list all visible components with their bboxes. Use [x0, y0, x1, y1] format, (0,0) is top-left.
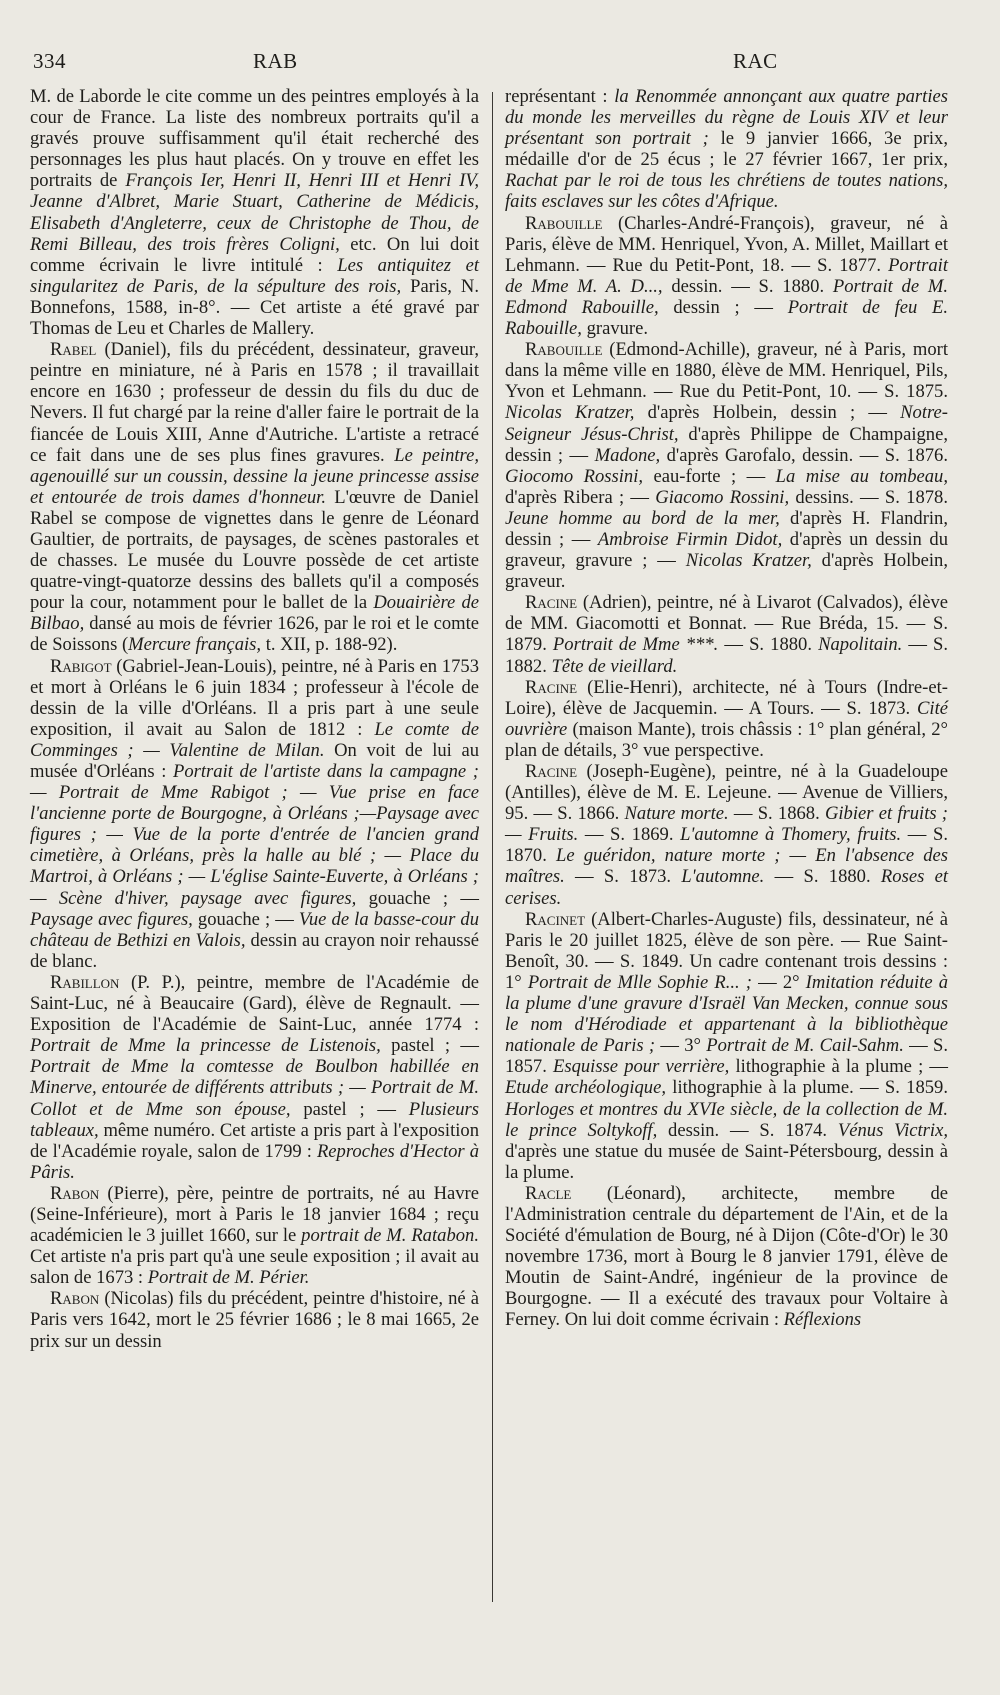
entry-text: (Léonard), architecte, membre de l'Administration centrale du département de l'Ain, et de la Société d'émulation de Bourg, né à Dijon (Côte-d'Or) le 30 novembre 1736, mort à Bourg le 8 janvier 1791, élève de Moutin de Saint-André, ingénieur de la province de Bourgogne. — Il a exécuté des travaux pour Voltaire à Ferney. On lui doit comme écrivain : [505, 1182, 948, 1331]
italic-title: Portrait de Mme ***. [552, 634, 719, 656]
entry-text: dessins. — S. 1878. [789, 486, 948, 508]
italic-title: Paysage avec figures, [30, 908, 193, 930]
entry-text: lithographie à la plume. — S. 1859. [666, 1077, 948, 1099]
entry-text: — S. 1880. [764, 866, 881, 888]
italic-title: Vue de la basse-cour du château de Bethizi en Valois, [30, 908, 479, 951]
page-number: 334 [33, 49, 66, 73]
dictionary-entry [505, 339, 948, 592]
entry-headword: Rabon [50, 1288, 100, 1310]
left-running-head: RAB [253, 49, 298, 73]
entry-text: — S. 1880. [718, 634, 819, 656]
entry-text: même numéro. Cet artiste a pris part à l'exposition de l'Académie royale, salon de 1799 : [30, 1119, 479, 1162]
italic-title: Portrait de M. Cail-Sahm. [706, 1035, 904, 1057]
entry-text: dessin au crayon noir rehaussé de blanc. [30, 929, 479, 972]
entry-text: — S. 1869. [578, 824, 681, 846]
italic-title: Portrait de feu E. Rabouille, [505, 296, 948, 340]
dictionary-entry [30, 1183, 479, 1288]
italic-title: Plusieurs tableaux, [30, 1098, 479, 1141]
entry-text: le 9 janvier 1666, 3e prix, médaille d'or de 25 écus ; le 27 février 1667, 1er prix, [505, 128, 948, 171]
entry-text: (Charles-André-François), graveur, né à Paris, élève de MM. Henriquel, Yvon, A. Millet, Maillart et Lehmann. — Rue du Petit-Pont, 18. — S. 1877. [505, 212, 948, 276]
italic-title: Portrait de Mme la princesse de Listenois, [30, 1035, 381, 1057]
italic-title: Giocomo Rossini, [505, 465, 644, 487]
entry-text: L'œuvre de Daniel Rabel se compose de vignettes dans le genre de Léonard Gaultier, de portraits, de paysages, de scènes pastorales et de chasses. Le musée du Louvre possède de cet artiste quatre-vingt-quatorze dessins des ballets qu'il a composés pour la cour, notamment pour le ballet de la [30, 486, 479, 614]
left-column [30, 86, 479, 1352]
italic-title: François Ier, Henri II, Henri III et Henri IV, Jeanne d'Albret, Marie Stuart, Catherine de Médicis, Elisabeth d'Angleterre, ceux de Christophe de Thou, de Remi Billeau, des trois frères Coligni, [30, 170, 480, 255]
italic-title: Cité ouvrière [505, 697, 948, 740]
dictionary-entry [505, 761, 948, 909]
entry-text: — S. 1873. [564, 866, 682, 888]
entry-text: d'après Ribera ; — [505, 486, 656, 508]
entry-headword: Rabouille [525, 212, 603, 234]
italic-title: Rachat par le roi de tous les chrétiens de toutes nations, faits esclaves sur les côtes d'Afrique. [505, 170, 948, 213]
entry-headword: Racine [525, 676, 578, 698]
italic-title: Notre-Seigneur Jésus-Christ, [505, 402, 948, 445]
entry-text: M. de Laborde le cite comme un des peintres employés à la cour de France. La liste des nombreux portraits qu'il a gravés prouve suffisamment qu'il était recherché des personnages les plus haut placés. On y trouve en effet les portraits de [30, 86, 479, 192]
italic-title: Nicolas Kratzer, [505, 402, 635, 424]
entry-text: etc. On lui doit comme écrivain le livre intitulé : [30, 233, 479, 276]
italic-title: Mercure français, [128, 634, 262, 656]
entry-text: d'après une statue du musée de Saint-Pétersbourg, dessin à la plume. [505, 1140, 948, 1183]
italic-title: Giacomo Rossini, [655, 486, 790, 508]
italic-title: Douairière de Bilbao, [30, 592, 479, 635]
entry-text: — 3° [655, 1035, 707, 1057]
entry-text: (Pierre), père, peintre de portraits, né au Havre (Seine-Inférieure), mort à Paris le 18 janvier 1684 ; reçu académicien le 3 juillet 1660, sur le [30, 1182, 479, 1247]
entry-text: (Edmond-Achille), graveur, né à Paris, mort dans la même ville en 1880, élève de MM. Henriquel, Pils, Yvon et Lehmann. — Rue du Petit-Pont, 10. — S. 1875. [505, 339, 948, 403]
entry-headword: Rabouille [525, 339, 603, 361]
entry-text: lithographie à la plume ; — [729, 1056, 948, 1078]
entry-headword: Rabon [50, 1182, 100, 1204]
entry-headword: Rabel [50, 339, 97, 361]
entry-text: pastel ; — [290, 1098, 409, 1120]
dictionary-entry [30, 972, 479, 1183]
entry-text: (Albert-Charles-Auguste) fils, dessinateur, né à Paris le 20 juillet 1825, élève de son père. — Rue Saint-Benoît, 30. — S. 1849. Un cadre contenant trois dessins : 1° [505, 908, 948, 993]
entry-text: pastel ; — [380, 1035, 480, 1057]
italic-title: L'automne à Thomery, fruits. [680, 824, 902, 846]
entry-text: (Gabriel-Jean-Louis), peintre, né à Paris en 1753 et mort à Orléans le 6 juin 1834 ; professeur à l'école de dessin de la ville d'Orléans. Il a pris part à une seule exposition, il avait au Salon de 1812 : [30, 655, 479, 740]
italic-title: Reproches d'Hector à Pâris. [30, 1140, 479, 1183]
entry-text: — S. 1870. [505, 824, 948, 867]
dictionary-entry [30, 339, 479, 655]
entry-headword: Racine [525, 592, 578, 614]
entry-text: gravure. [581, 318, 649, 340]
entry-text: d'après un dessin du graveur, gravure ; — [505, 528, 948, 572]
entry-text: (maison Mante), trois châssis : 1° plan général, 2° plan de détails, 3° vue perspective. [505, 718, 948, 761]
italic-title: Les antiquitez et singularitez de Paris, de la sépulture des rois, [30, 254, 479, 297]
entry-text: représentant : [505, 86, 615, 107]
italic-title: Portrait de l'artiste dans la campagne ; — Portrait de Mme Rabigot ; — Vue prise en face l'ancienne porte de Bourgogne, à Orléans ;—Paysage avec figures ; — Vue de la porte d'entrée de l'ancien grand cimetière, à Orléans, près la halle au blé ; — Place du Martroi, à Orléans ; — L'église Sainte-Euverte, à Orléans ; — Scène d'hiver, paysage avec figures, [30, 761, 479, 909]
entry-headword: Rabigot [50, 655, 112, 677]
italic-title: la Renommée annonçant aux quatre parties du monde les merveilles du règne de Louis XIV et leur présentant son portrait ; [505, 86, 948, 150]
italic-title: Le peintre, agenouillé sur un coussin, dessine la jeune princesse assise et entourée de trois dames d'honneur. [30, 444, 480, 508]
entry-text: (Daniel), fils du précédent, dessinateur, graveur, peintre en miniature, né à Paris en 1578 ; il travaillait encore en 1630 ; professeur de dessin du fils du duc de Nevers. Il fut chargé par la reine d'aller faire le portrait de la fiancée de Louis XIII, Anne d'Autriche. L'artiste a retracé ce fait dans une de ses plus fines gravures. [30, 339, 479, 466]
entry-headword: Racine [525, 761, 578, 782]
dictionary-entry [30, 656, 479, 972]
entry-text: t. XII, p. 188-92). [261, 634, 398, 656]
entry-text: eau-forte ; — [643, 465, 776, 487]
italic-title: Tête de vieillard. [551, 655, 678, 677]
entry-text: Cet artiste n'a pris part qu'à une seule exposition ; il avait au salon de 1673 : [30, 1246, 479, 1289]
italic-title: Vénus Victrix, [837, 1119, 948, 1141]
italic-title: Roses et cerises. [505, 866, 949, 909]
entry-text: d'après Holbein, dessin ; — [634, 402, 901, 424]
entry-text: — 2° [752, 971, 806, 993]
italic-title: Etude archéologique, [505, 1077, 667, 1099]
entry-text: (P. P.), peintre, membre de l'Académie de Saint-Luc, né à Beaucaire (Gard), élève de Regnault. — Exposition de l'Académie de Saint-Luc, année 1774 : [30, 971, 479, 1036]
entry-text: (Joseph-Eugène), peintre, né à la Guadeloupe (Antilles), élève de M. E. Lejeune. — Avenue de Villiers, 95. — S. 1866. [505, 761, 948, 825]
dictionary-entry [505, 677, 948, 761]
italic-title: Nicolas Kratzer, [685, 550, 812, 572]
entry-text: Paris, N. Bonnefons, 1588, in-8°. — Cet artiste a été gravé par Thomas de Leu et Charles de Mallery. [30, 275, 479, 340]
italic-title: Gibier et fruits ; — Fruits. [505, 803, 948, 846]
italic-title: Nature morte. [624, 803, 729, 825]
entry-headword: Racinet [525, 908, 586, 930]
entry-text: gouache ; — [192, 908, 299, 930]
entry-text: (Adrien), peintre, né à Livarot (Calvados), élève de MM. Giacomotti et Bonnat. — Rue Bréda, 15. — S. 1879. [505, 592, 948, 656]
entry-continuation [505, 86, 948, 213]
italic-title: Napolitain. [818, 634, 903, 656]
italic-title: Réflexions [783, 1309, 862, 1331]
italic-title: Portrait de Mme M. A. D..., [505, 254, 948, 297]
dictionary-entry [30, 1288, 479, 1351]
right-running-head: RAC [733, 49, 778, 73]
dictionary-entry [505, 909, 948, 1183]
entry-headword: Rabillon [50, 971, 120, 993]
italic-title: Ambroise Firmin Didot, [597, 528, 783, 550]
entry-continuation [30, 86, 479, 339]
dictionary-entry [505, 592, 948, 676]
entry-text: (Elie-Henri), architecte, né à Tours (Indre-et-Loire), élève de Jacquemin. — A Tours. — S. 1873. [505, 676, 948, 719]
entry-text: dansé au mois de février 1626, par le roi et le comte de Soissons ( [30, 613, 479, 656]
italic-title: Portrait de M. Edmond Rabouille, [505, 275, 948, 318]
italic-title: portrait de M. Ratabon. [301, 1225, 479, 1247]
entry-text: dessin ; — [658, 296, 788, 318]
entry-text: d'après Holbein, graveur. [505, 550, 948, 593]
italic-title: Imitation réduite à la plume d'une gravure d'Israël Van Mecken, connue sous le nom d'Hérodiade et appartenant à la bibliothèque nationale de Paris ; [505, 971, 949, 1057]
italic-title: La mise au tombeau, [775, 465, 948, 487]
italic-title: Horloges et montres du XVIe siècle, de la collection de M. le prince Soltykoff, [505, 1098, 948, 1141]
entry-text: — S. 1868. [728, 803, 825, 825]
italic-title: Portrait de M. Périer. [147, 1267, 310, 1289]
italic-title: Madone, [594, 444, 661, 466]
entry-text: gouache ; — [356, 887, 479, 909]
italic-title: Portrait de Mlle Sophie R... ; [527, 971, 753, 993]
entry-headword: Racle [525, 1182, 572, 1204]
italic-title: Le comte de Comminges ; — Valentine de Milan. [30, 718, 479, 761]
column-divider [492, 92, 493, 1602]
entry-text: (Nicolas) fils du précédent, peintre d'histoire, né à Paris vers 1642, mort le 25 février 1686 ; le 8 mai 1665, 2e prix sur un dessin [30, 1288, 479, 1352]
entry-text: — S. 1882. [505, 634, 949, 677]
entry-text: d'après Garofalo, dessin. — S. 1876. [660, 444, 948, 466]
entry-text: d'après H. Flandrin, dessin ; — [505, 507, 948, 550]
entry-text: d'après Philippe de Champaigne, dessin ; — [505, 423, 948, 466]
right-column [505, 86, 948, 1331]
italic-title: Esquisse pour verrière, [552, 1056, 730, 1078]
dictionary-entry [505, 213, 948, 340]
entry-text: On voit de lui au musée d'Orléans : [30, 739, 480, 782]
entry-text: — S. 1857. [505, 1035, 949, 1078]
italic-title: Le guéridon, nature morte ; — En l'absence des maîtres. [505, 845, 949, 888]
entry-text: dessin. — S. 1874. [657, 1119, 838, 1141]
italic-title: Portrait de Mme la comtesse de Boulbon habillée en Minerve, entourée de différents attributs ; — Portrait de M. Collot et de Mme son épouse, [30, 1056, 479, 1120]
italic-title: L'automne. [681, 866, 765, 888]
italic-title: Jeune homme au bord de la mer, [505, 507, 780, 529]
dictionary-entry [505, 1183, 948, 1331]
entry-text: dessin. — S. 1880. [662, 275, 833, 297]
